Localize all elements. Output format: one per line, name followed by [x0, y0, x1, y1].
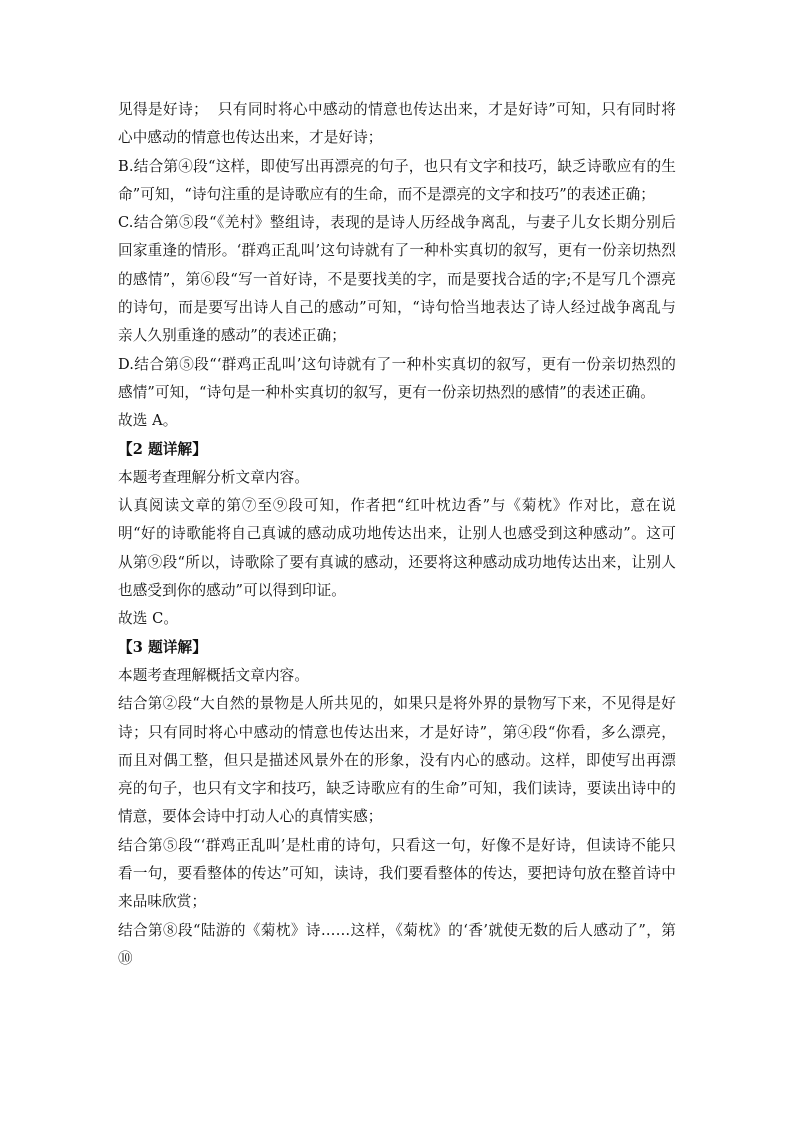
paragraph-option-d: D.结合第⑤段“‘群鸡正乱叫’这句诗就有了一种朴实真切的叙写，更有一份亲切热烈的感情”可知，“诗句是一种朴实真切的叙写，更有一份亲切热烈的感情”的表述正确。 [118, 355, 676, 401]
q3-analysis-1: 结合第②段“大自然的景物是人所共见的，如果只是将外界的景物写下来，不见得是好诗；只有同时将心中感动的情意也传达出来，才是好诗”，第④段“你看，多么漂亮，而且对偶工整，但只是描述风景外在的形象，没有内心的感动。这样，即使写出再漂亮的句子，也只有文字和技巧，缺乏诗歌应有的生命”可知，我们读诗，要读出诗中的情意，要体会诗中打动人心的真情实感； [118, 695, 676, 826]
q3-topic: 本题考查理解概括文章内容。 [118, 666, 310, 684]
paragraph-continuation: 见得是好诗； 只有同时将心中感动的情意也传达出来，才是好诗”可知，只有同时将心中感动的情意也传达出来，才是好诗； [118, 101, 676, 147]
q3-analysis-3: 结合第⑧段“陆游的《菊枕》诗……这样，《菊枕》的‘香’就使无数的后人感动了”，第⑩ [118, 921, 676, 967]
q2-topic: 本题考查理解分析文章内容。 [118, 468, 310, 486]
heading-q3-detail: 【3 题详解】 [118, 638, 207, 656]
answer-q2: 故选 C。 [118, 610, 179, 628]
answer-q1: 故选 A。 [118, 412, 178, 430]
q3-analysis-2: 结合第⑤段“‘群鸡正乱叫’是杜甫的诗句，只看这一句，好像不是好诗，但读诗不能只看一句，要看整体的传达”可知，读诗，我们要看整体的传达，要把诗句放在整首诗中来品味欣赏； [118, 836, 676, 911]
q2-analysis: 认真阅读文章的第⑦至⑨段可知，作者把“红叶枕边香”与《菊枕》作对比，意在说明“好的诗歌能将自己真诚的感动成功地传达出来，让别人也感受到这种感动”。这可从第⑨段“所以，诗歌除了要有真诚的感动，还要将这种感动成功地传达出来，让别人也感受到你的感动”可以得到印证。 [118, 497, 676, 600]
paragraph-option-b: B.结合第④段“这样，即使写出再漂亮的句子，也只有文字和技巧，缺乏诗歌应有的生命”可知，“诗句注重的是诗歌应有的生命，而不是漂亮的文字和技巧”的表述正确； [118, 157, 676, 203]
document-page [118, 96, 676, 973]
paragraph-option-c: C.结合第⑤段“《羌村》整组诗，表现的是诗人历经战争离乱，与妻子儿女长期分别后回家重逢的情形。‘群鸡正乱叫’这句诗就有了一种朴实真切的叙写，更有一份亲切热烈的感情”，第⑥段“写一首好诗，不是要找美的字，而是要找合适的字;不是写几个漂亮的诗句，而是要写出诗人自己的感动”可知，“诗句恰当地表达了诗人经过战争离乱与亲人久别重逢的感动”的表述正确； [118, 214, 676, 345]
heading-q2-detail: 【2 题详解】 [118, 440, 207, 458]
